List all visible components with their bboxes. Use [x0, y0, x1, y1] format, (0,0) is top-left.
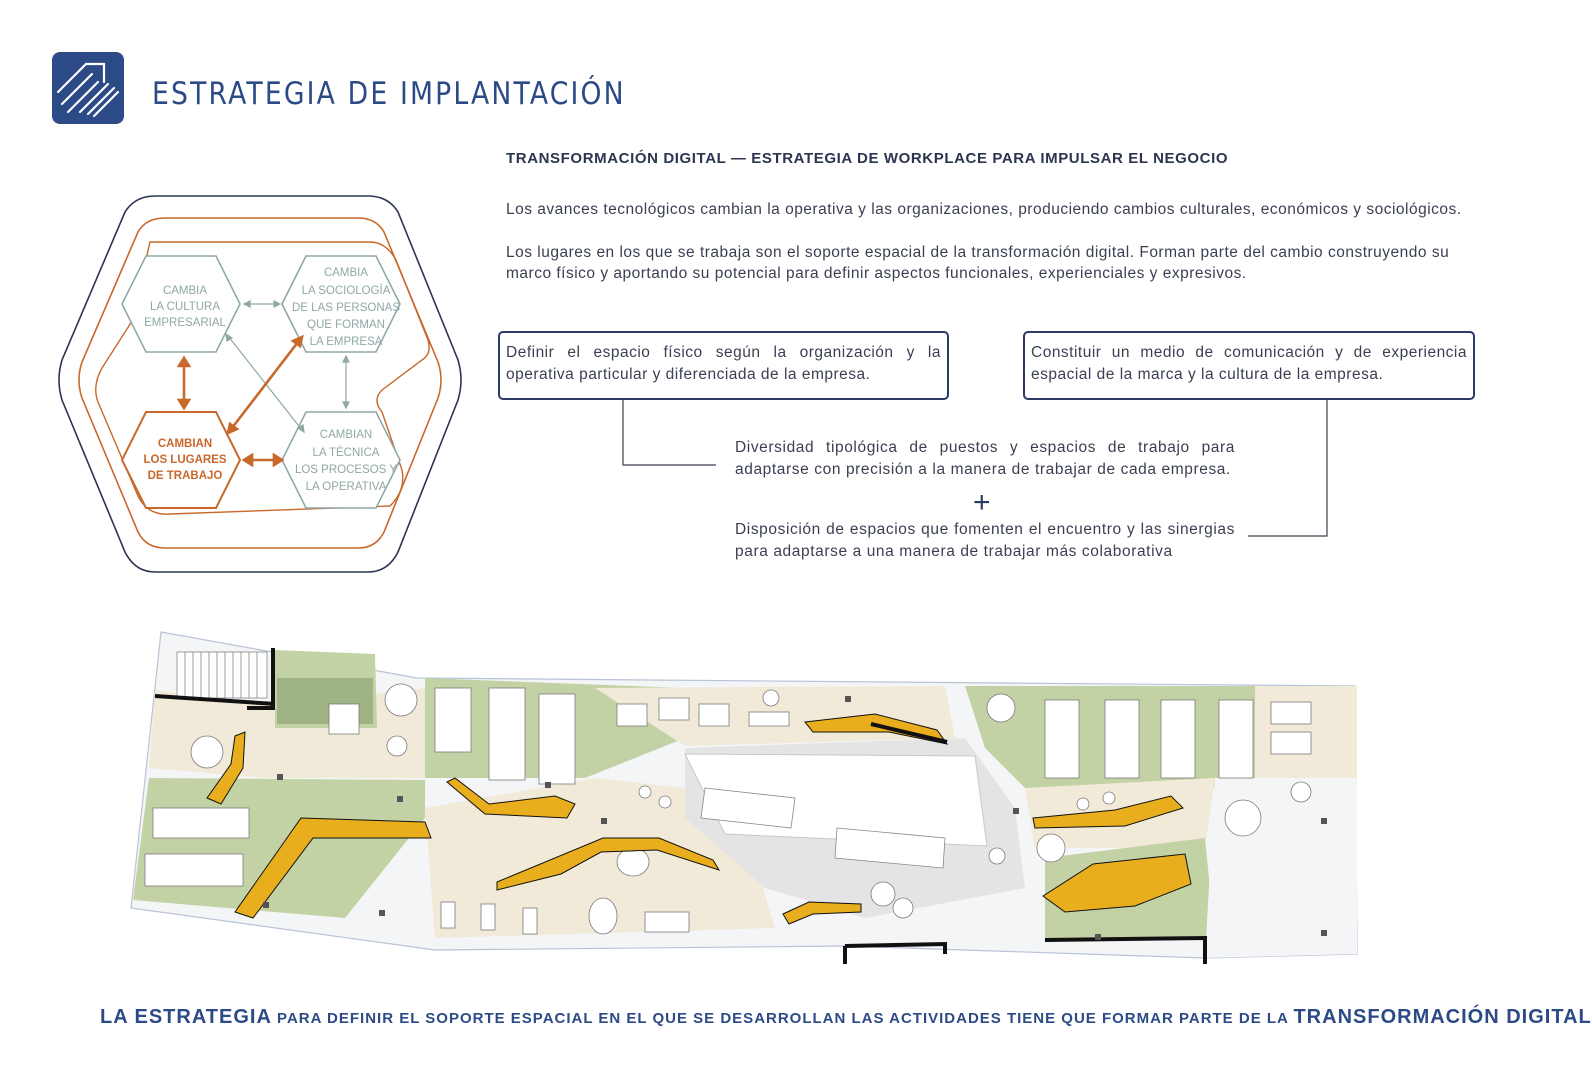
note-collaboration: Disposición de espacios que fomenten el encuentro y las sinergias para adaptarse a una manera de trabajar más colaborativa: [735, 521, 1235, 560]
section-subtitle: TRANSFORMACIÓN DIGITAL — ESTRATEGIA DE WORKPLACE PARA IMPULSAR EL NEGOCIO: [506, 150, 1229, 167]
hex-sociology-line-2: LA SOCIOLOGÍA: [301, 285, 391, 297]
floor-plan: [125, 628, 1365, 968]
box-brand-experience: Constituir un medio de comunicación y de experiencia espacial de la marca y la cultura de la empresa.: [1023, 331, 1475, 400]
footer-part-1: LA ESTRATEGIA: [100, 1006, 272, 1028]
hex-workplaces-line-1: CAMBIAN: [157, 438, 213, 450]
hex-technique-line-1: CAMBIAN: [319, 429, 373, 441]
hex-sociology-line-1: CAMBIA: [323, 267, 369, 279]
box-physical-space: Definir el espacio físico según la organización y la operativa particular y diferenciada de la empresa.: [498, 331, 949, 400]
note-typology: Diversidad tipológica de puestos y espacios de trabajo para adaptarse con precisión a la manera de trabajar de cada empresa.: [735, 439, 1235, 478]
plus-icon: +: [973, 486, 991, 519]
hex-culture-line-1: CAMBIA: [162, 285, 208, 297]
hex-culture-line-3: EMPRESARIAL: [144, 317, 226, 329]
hex-technique-line-2: LA TÉCNICA: [312, 447, 380, 459]
hex-technique-line-4: LA OPERATIVA: [305, 481, 387, 493]
hex-sociology-line-5: LA EMPRESA: [309, 336, 383, 348]
hex-sociology-line-3: DE LAS PERSONAS: [291, 302, 401, 314]
page-title: ESTRATEGIA DE IMPLANTACIÓN: [152, 76, 626, 112]
footer-part-2: PARA DEFINIR EL SOPORTE ESPACIAL EN EL QUE SE DESARROLLAN LAS ACTIVIDADES TIENE QUE FORMAR PARTE DE LA: [271, 1010, 1294, 1027]
hex-technique-line-3: LOS PROCESOS Y: [294, 464, 398, 476]
intro-paragraph-2: Los lugares en los que se trabaja son el soporte espacial de la transformación digital. Forman parte del cambio construyendo su marco físico y aportando su potencial para definir aspectos funcionales, experienciales y expresivos.: [506, 244, 1450, 282]
hex-workplaces-line-3: DE TRABAJO: [147, 470, 223, 482]
hex-culture-line-2: LA CULTURA: [149, 301, 221, 313]
footer-statement: [100, 1006, 1592, 1029]
hex-workplaces-line-2: LOS LUGARES: [143, 454, 227, 466]
intro-paragraph-1: Los avances tecnológicos cambian la operativa y las organizaciones, produciendo cambios culturales, económicos y sociológicos.: [506, 201, 1462, 218]
hex-sociology-line-4: QUE FORMAN: [307, 319, 385, 331]
footer-part-3: TRANSFORMACIÓN DIGITAL: [1293, 1006, 1592, 1028]
